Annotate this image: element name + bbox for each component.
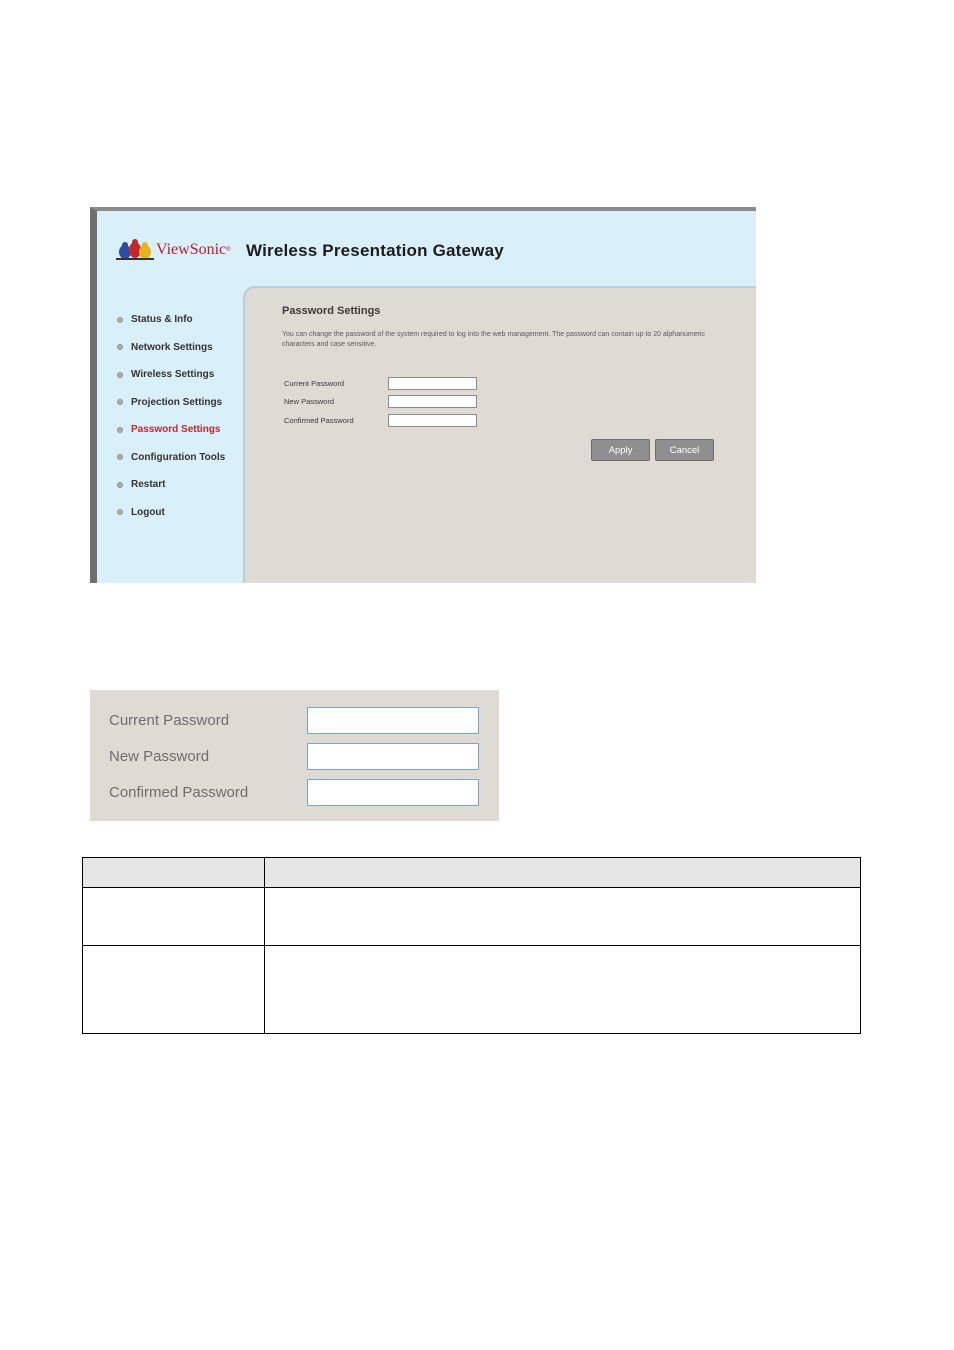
zoom-current-password-row <box>109 707 479 734</box>
bullet-icon <box>117 427 123 433</box>
bullet-icon <box>117 317 123 323</box>
table-cell <box>83 946 265 1034</box>
bullet-icon <box>117 399 123 405</box>
sidebar-item-password-settings[interactable] <box>117 416 247 444</box>
zoom-confirmed-password-input[interactable] <box>307 779 479 806</box>
birds-logo-icon <box>116 238 154 262</box>
new-password-row <box>284 394 477 408</box>
brand-name: ViewSonic <box>156 241 227 258</box>
description-table <box>82 857 861 1034</box>
zoom-new-password-label: New Password <box>109 748 210 765</box>
viewsonic-logo <box>116 238 231 262</box>
sidebar-item-network-settings[interactable] <box>117 334 247 362</box>
new-password-input[interactable] <box>388 395 477 408</box>
zoomed-password-fields <box>90 690 499 821</box>
table-row <box>83 946 861 1034</box>
table-row <box>83 888 861 946</box>
zoom-confirmed-password-label: Confirmed Password <box>109 784 249 801</box>
bullet-icon <box>117 454 123 460</box>
confirmed-password-label: Confirmed Password <box>284 415 354 425</box>
sidebar-item-status-info[interactable] <box>117 306 247 334</box>
table-cell <box>83 888 265 946</box>
new-password-label: New Password <box>284 396 335 406</box>
confirmed-password-input[interactable] <box>388 414 477 427</box>
web-ui-screenshot <box>90 207 756 583</box>
zoom-new-password-row <box>109 743 479 770</box>
table-header-cell <box>83 858 265 888</box>
content-panel <box>243 286 756 583</box>
bullet-icon <box>117 482 123 488</box>
sidebar-item-label: Wireless Settings <box>131 369 215 381</box>
table-header-row <box>83 858 861 888</box>
sidebar-item-wireless-settings[interactable] <box>117 361 247 389</box>
zoom-current-password-input[interactable] <box>307 707 479 734</box>
zoom-current-password-label: Current Password <box>109 712 230 729</box>
cancel-button[interactable]: Cancel <box>655 439 714 461</box>
sidebar-nav <box>117 306 247 526</box>
sidebar-item-logout[interactable] <box>117 499 247 527</box>
current-password-row <box>284 376 477 390</box>
sidebar-item-label: Network Settings <box>131 341 213 353</box>
current-password-input[interactable] <box>388 377 477 390</box>
zoom-new-password-input[interactable] <box>307 743 479 770</box>
bullet-icon <box>117 509 123 515</box>
sidebar-item-configuration-tools[interactable] <box>117 444 247 472</box>
app-title: Wireless Presentation Gateway <box>246 241 504 260</box>
zoom-confirmed-password-row <box>109 779 479 806</box>
sidebar-item-projection-settings[interactable] <box>117 389 247 417</box>
bullet-icon <box>117 344 123 350</box>
page-description: You can change the password of the system required to log into the web management. The password can contain up to 20 alphanumeric characters and case sensitive. <box>282 331 705 348</box>
bullet-icon <box>117 372 123 378</box>
registered-mark: ® <box>226 247 231 253</box>
sidebar-item-restart[interactable] <box>117 471 247 499</box>
page-title: Password Settings <box>282 305 381 317</box>
sidebar-item-label: Password Settings <box>131 424 221 436</box>
sidebar-item-label: Logout <box>131 506 165 518</box>
sidebar-item-label: Status & Info <box>131 314 193 326</box>
sidebar-item-label: Projection Settings <box>131 396 223 408</box>
table-header-cell <box>265 858 861 888</box>
table-cell <box>265 946 861 1034</box>
current-password-label: Current Password <box>284 378 345 388</box>
confirmed-password-row <box>284 413 477 427</box>
sidebar-item-label: Restart <box>131 479 166 491</box>
apply-button[interactable]: Apply <box>591 439 650 461</box>
table-cell <box>265 888 861 946</box>
sidebar-item-label: Configuration Tools <box>131 451 226 463</box>
